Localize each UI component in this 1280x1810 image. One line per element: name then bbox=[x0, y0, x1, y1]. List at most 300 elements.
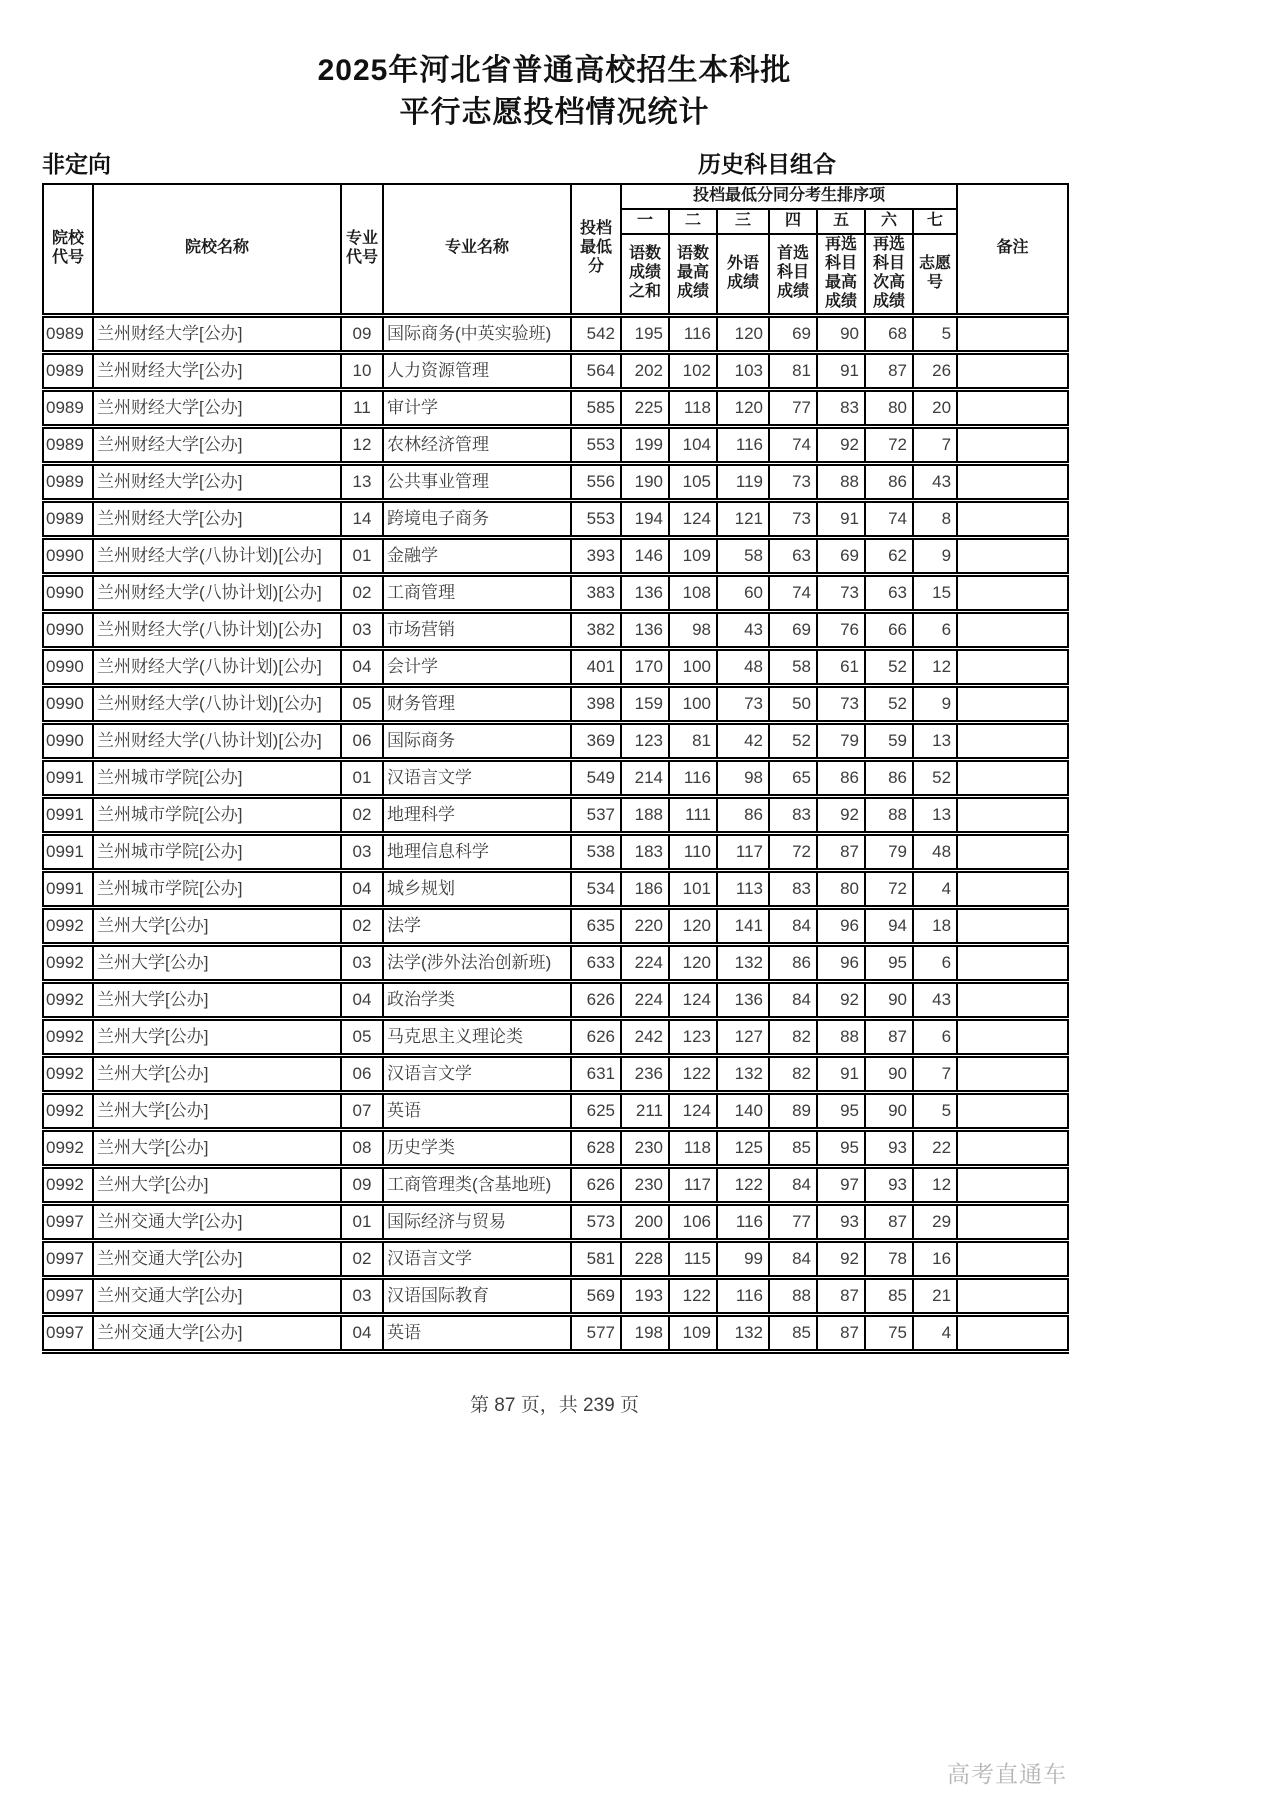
table-row bbox=[43, 722, 1068, 759]
college-code-cell: 0989 bbox=[43, 426, 93, 463]
tiebreak-2-cell: 106 bbox=[669, 1203, 717, 1240]
tiebreak-6-cell: 86 bbox=[865, 463, 913, 500]
tiebreak-1-cell: 214 bbox=[621, 759, 669, 796]
major-code-cell: 05 bbox=[341, 1018, 383, 1055]
table-row bbox=[43, 1018, 1068, 1055]
tiebreak-4-cell: 69 bbox=[769, 611, 817, 648]
min-score-cell: 382 bbox=[571, 611, 621, 648]
remark-cell bbox=[957, 1092, 1068, 1129]
college-name-cell: 兰州财经大学[公办] bbox=[93, 315, 341, 352]
college-code-cell: 0997 bbox=[43, 1277, 93, 1314]
tiebreak-6-cell: 52 bbox=[865, 685, 913, 722]
table-body bbox=[43, 315, 1068, 1351]
tiebreak-7-cell: 13 bbox=[913, 722, 957, 759]
major-code-cell: 09 bbox=[341, 1166, 383, 1203]
remark-cell bbox=[957, 574, 1068, 611]
tiebreak-3-cell: 136 bbox=[717, 981, 769, 1018]
tiebreak-4-cell: 50 bbox=[769, 685, 817, 722]
remark-cell bbox=[957, 1166, 1068, 1203]
major-name-cell: 会计学 bbox=[383, 648, 571, 685]
tiebreak-1-cell: 193 bbox=[621, 1277, 669, 1314]
tiebreak-4-cell: 74 bbox=[769, 426, 817, 463]
major-code-cell: 05 bbox=[341, 685, 383, 722]
tiebreak-7-cell: 43 bbox=[913, 981, 957, 1018]
college-code-cell: 0990 bbox=[43, 722, 93, 759]
college-name-cell: 兰州大学[公办] bbox=[93, 1166, 341, 1203]
college-name-cell: 兰州财经大学[公办] bbox=[93, 352, 341, 389]
major-code-cell: 13 bbox=[341, 463, 383, 500]
major-code-cell: 02 bbox=[341, 907, 383, 944]
remark-cell bbox=[957, 648, 1068, 685]
tiebreak-4-cell: 69 bbox=[769, 315, 817, 352]
tiebreak-5-cell: 88 bbox=[817, 463, 865, 500]
tiebreak-7-cell: 13 bbox=[913, 796, 957, 833]
tiebreak-2-cell: 105 bbox=[669, 463, 717, 500]
tiebreak-6-cell: 80 bbox=[865, 389, 913, 426]
tiebreak-1-cell: 188 bbox=[621, 796, 669, 833]
tiebreak-6-cell: 66 bbox=[865, 611, 913, 648]
tiebreak-4-cell: 89 bbox=[769, 1092, 817, 1129]
major-code-cell: 07 bbox=[341, 1092, 383, 1129]
table-row bbox=[43, 1203, 1068, 1240]
major-code-cell: 02 bbox=[341, 796, 383, 833]
tiebreak-1-cell: 186 bbox=[621, 870, 669, 907]
tiebreak-7-cell: 9 bbox=[913, 685, 957, 722]
college-name-cell: 兰州大学[公办] bbox=[93, 944, 341, 981]
header-tiebreak-label-1: 语数成绩之和 bbox=[621, 234, 669, 315]
tiebreak-2-cell: 120 bbox=[669, 907, 717, 944]
tiebreak-2-cell: 109 bbox=[669, 537, 717, 574]
tiebreak-1-cell: 236 bbox=[621, 1055, 669, 1092]
college-name-cell: 兰州大学[公办] bbox=[93, 1129, 341, 1166]
table-header bbox=[43, 184, 1068, 315]
tiebreak-3-cell: 98 bbox=[717, 759, 769, 796]
tiebreak-7-cell: 48 bbox=[913, 833, 957, 870]
tiebreak-4-cell: 63 bbox=[769, 537, 817, 574]
header-tiebreak-num-6: 六 bbox=[865, 209, 913, 234]
college-name-cell: 兰州财经大学(八协计划)[公办] bbox=[93, 648, 341, 685]
table-row bbox=[43, 833, 1068, 870]
major-name-cell: 国际商务(中英实验班) bbox=[383, 315, 571, 352]
min-score-cell: 553 bbox=[571, 426, 621, 463]
major-name-cell: 人力资源管理 bbox=[383, 352, 571, 389]
table-row bbox=[43, 685, 1068, 722]
tiebreak-1-cell: 159 bbox=[621, 685, 669, 722]
college-code-cell: 0989 bbox=[43, 352, 93, 389]
major-name-cell: 地理信息科学 bbox=[383, 833, 571, 870]
tiebreak-1-cell: 242 bbox=[621, 1018, 669, 1055]
remark-cell bbox=[957, 1277, 1068, 1314]
major-code-cell: 01 bbox=[341, 1203, 383, 1240]
table-row bbox=[43, 1314, 1068, 1351]
table-row bbox=[43, 1092, 1068, 1129]
tiebreak-3-cell: 116 bbox=[717, 1277, 769, 1314]
remark-cell bbox=[957, 796, 1068, 833]
tiebreak-1-cell: 198 bbox=[621, 1314, 669, 1351]
tiebreak-1-cell: 202 bbox=[621, 352, 669, 389]
header-tiebreak-group: 投档最低分同分考生排序项 bbox=[621, 184, 957, 209]
tiebreak-6-cell: 86 bbox=[865, 759, 913, 796]
major-name-cell: 国际经济与贸易 bbox=[383, 1203, 571, 1240]
tiebreak-1-cell: 220 bbox=[621, 907, 669, 944]
tiebreak-7-cell: 9 bbox=[913, 537, 957, 574]
min-score-cell: 581 bbox=[571, 1240, 621, 1277]
college-name-cell: 兰州财经大学(八协计划)[公办] bbox=[93, 685, 341, 722]
major-code-cell: 03 bbox=[341, 833, 383, 870]
min-score-cell: 556 bbox=[571, 463, 621, 500]
tiebreak-5-cell: 92 bbox=[817, 1240, 865, 1277]
major-name-cell: 汉语言文学 bbox=[383, 759, 571, 796]
college-name-cell: 兰州城市学院[公办] bbox=[93, 759, 341, 796]
college-name-cell: 兰州财经大学[公办] bbox=[93, 426, 341, 463]
min-score-cell: 577 bbox=[571, 1314, 621, 1351]
college-name-cell: 兰州财经大学(八协计划)[公办] bbox=[93, 537, 341, 574]
remark-cell bbox=[957, 944, 1068, 981]
college-code-cell: 0990 bbox=[43, 648, 93, 685]
tiebreak-7-cell: 8 bbox=[913, 500, 957, 537]
tiebreak-6-cell: 62 bbox=[865, 537, 913, 574]
major-code-cell: 04 bbox=[341, 870, 383, 907]
major-name-cell: 跨境电子商务 bbox=[383, 500, 571, 537]
college-code-cell: 0990 bbox=[43, 537, 93, 574]
table-row bbox=[43, 500, 1068, 537]
table-row bbox=[43, 870, 1068, 907]
remark-cell bbox=[957, 907, 1068, 944]
table-row bbox=[43, 1129, 1068, 1166]
major-code-cell: 01 bbox=[341, 759, 383, 796]
tiebreak-2-cell: 123 bbox=[669, 1018, 717, 1055]
tiebreak-4-cell: 73 bbox=[769, 500, 817, 537]
tiebreak-6-cell: 93 bbox=[865, 1166, 913, 1203]
min-score-cell: 538 bbox=[571, 833, 621, 870]
tiebreak-4-cell: 83 bbox=[769, 796, 817, 833]
min-score-cell: 369 bbox=[571, 722, 621, 759]
tiebreak-4-cell: 52 bbox=[769, 722, 817, 759]
major-code-cell: 02 bbox=[341, 1240, 383, 1277]
tiebreak-2-cell: 122 bbox=[669, 1277, 717, 1314]
table-row bbox=[43, 315, 1068, 352]
table-row bbox=[43, 1240, 1068, 1277]
min-score-cell: 537 bbox=[571, 796, 621, 833]
tiebreak-4-cell: 82 bbox=[769, 1055, 817, 1092]
remark-cell bbox=[957, 685, 1068, 722]
college-name-cell: 兰州财经大学(八协计划)[公办] bbox=[93, 611, 341, 648]
header-tiebreak-num-4: 四 bbox=[769, 209, 817, 234]
major-code-cell: 06 bbox=[341, 722, 383, 759]
tiebreak-7-cell: 26 bbox=[913, 352, 957, 389]
watermark: 高考直通车 bbox=[947, 1761, 1067, 1787]
admission-table bbox=[42, 183, 1069, 1354]
tiebreak-3-cell: 140 bbox=[717, 1092, 769, 1129]
tiebreak-5-cell: 97 bbox=[817, 1166, 865, 1203]
tiebreak-5-cell: 80 bbox=[817, 870, 865, 907]
min-score-cell: 564 bbox=[571, 352, 621, 389]
major-name-cell: 农林经济管理 bbox=[383, 426, 571, 463]
tiebreak-3-cell: 58 bbox=[717, 537, 769, 574]
tiebreak-7-cell: 22 bbox=[913, 1129, 957, 1166]
tiebreak-4-cell: 88 bbox=[769, 1277, 817, 1314]
tiebreak-2-cell: 118 bbox=[669, 1129, 717, 1166]
table-row bbox=[43, 574, 1068, 611]
subject-group-label: 历史科目组合 bbox=[698, 151, 836, 177]
tiebreak-3-cell: 119 bbox=[717, 463, 769, 500]
tiebreak-2-cell: 111 bbox=[669, 796, 717, 833]
table-row bbox=[43, 1166, 1068, 1203]
tiebreak-1-cell: 194 bbox=[621, 500, 669, 537]
tiebreak-2-cell: 104 bbox=[669, 426, 717, 463]
college-name-cell: 兰州大学[公办] bbox=[93, 981, 341, 1018]
college-code-cell: 0992 bbox=[43, 1092, 93, 1129]
tiebreak-2-cell: 110 bbox=[669, 833, 717, 870]
tiebreak-7-cell: 7 bbox=[913, 1055, 957, 1092]
header-tiebreak-label-4: 首选科目成绩 bbox=[769, 234, 817, 315]
header-college-name: 院校名称 bbox=[93, 184, 341, 315]
tiebreak-5-cell: 86 bbox=[817, 759, 865, 796]
table-row bbox=[43, 796, 1068, 833]
tiebreak-1-cell: 225 bbox=[621, 389, 669, 426]
tiebreak-4-cell: 84 bbox=[769, 907, 817, 944]
major-code-cell: 04 bbox=[341, 981, 383, 1018]
tiebreak-1-cell: 224 bbox=[621, 981, 669, 1018]
college-name-cell: 兰州财经大学[公办] bbox=[93, 389, 341, 426]
tiebreak-6-cell: 93 bbox=[865, 1129, 913, 1166]
tiebreak-7-cell: 12 bbox=[913, 648, 957, 685]
tiebreak-2-cell: 98 bbox=[669, 611, 717, 648]
major-code-cell: 01 bbox=[341, 537, 383, 574]
tiebreak-1-cell: 211 bbox=[621, 1092, 669, 1129]
tiebreak-3-cell: 125 bbox=[717, 1129, 769, 1166]
college-code-cell: 0991 bbox=[43, 796, 93, 833]
tiebreak-5-cell: 83 bbox=[817, 389, 865, 426]
table-row bbox=[43, 426, 1068, 463]
college-code-cell: 0990 bbox=[43, 685, 93, 722]
tiebreak-5-cell: 90 bbox=[817, 315, 865, 352]
tiebreak-7-cell: 52 bbox=[913, 759, 957, 796]
tiebreak-4-cell: 84 bbox=[769, 981, 817, 1018]
college-code-cell: 0989 bbox=[43, 500, 93, 537]
header-tiebreak-label-2: 语数最高成绩 bbox=[669, 234, 717, 315]
header-tiebreak-label-7: 志愿号 bbox=[913, 234, 957, 315]
tiebreak-7-cell: 6 bbox=[913, 1018, 957, 1055]
tiebreak-3-cell: 86 bbox=[717, 796, 769, 833]
tiebreak-6-cell: 75 bbox=[865, 1314, 913, 1351]
college-code-cell: 0989 bbox=[43, 463, 93, 500]
major-code-cell: 02 bbox=[341, 574, 383, 611]
tiebreak-3-cell: 122 bbox=[717, 1166, 769, 1203]
tiebreak-6-cell: 85 bbox=[865, 1277, 913, 1314]
remark-cell bbox=[957, 315, 1068, 352]
major-code-cell: 12 bbox=[341, 426, 383, 463]
college-name-cell: 兰州交通大学[公办] bbox=[93, 1314, 341, 1351]
tiebreak-2-cell: 124 bbox=[669, 500, 717, 537]
major-name-cell: 公共事业管理 bbox=[383, 463, 571, 500]
tiebreak-2-cell: 118 bbox=[669, 389, 717, 426]
tiebreak-5-cell: 96 bbox=[817, 944, 865, 981]
tiebreak-6-cell: 94 bbox=[865, 907, 913, 944]
min-score-cell: 549 bbox=[571, 759, 621, 796]
tiebreak-3-cell: 60 bbox=[717, 574, 769, 611]
plan-type-label: 非定向 bbox=[42, 151, 111, 177]
min-score-cell: 626 bbox=[571, 1018, 621, 1055]
tiebreak-6-cell: 52 bbox=[865, 648, 913, 685]
tiebreak-1-cell: 230 bbox=[621, 1129, 669, 1166]
tiebreak-5-cell: 95 bbox=[817, 1129, 865, 1166]
college-name-cell: 兰州大学[公办] bbox=[93, 1018, 341, 1055]
min-score-cell: 401 bbox=[571, 648, 621, 685]
document-page bbox=[42, 0, 1067, 1810]
tiebreak-4-cell: 81 bbox=[769, 352, 817, 389]
major-code-cell: 11 bbox=[341, 389, 383, 426]
remark-cell bbox=[957, 500, 1068, 537]
remark-cell bbox=[957, 426, 1068, 463]
remark-cell bbox=[957, 722, 1068, 759]
tiebreak-2-cell: 81 bbox=[669, 722, 717, 759]
tiebreak-2-cell: 124 bbox=[669, 981, 717, 1018]
major-name-cell: 马克思主义理论类 bbox=[383, 1018, 571, 1055]
tiebreak-3-cell: 120 bbox=[717, 315, 769, 352]
tiebreak-6-cell: 90 bbox=[865, 981, 913, 1018]
tiebreak-5-cell: 91 bbox=[817, 500, 865, 537]
tiebreak-1-cell: 146 bbox=[621, 537, 669, 574]
min-score-cell: 626 bbox=[571, 981, 621, 1018]
tiebreak-3-cell: 132 bbox=[717, 944, 769, 981]
min-score-cell: 633 bbox=[571, 944, 621, 981]
tiebreak-6-cell: 79 bbox=[865, 833, 913, 870]
major-code-cell: 09 bbox=[341, 315, 383, 352]
table-row bbox=[43, 537, 1068, 574]
tiebreak-3-cell: 132 bbox=[717, 1055, 769, 1092]
tiebreak-6-cell: 87 bbox=[865, 1203, 913, 1240]
college-code-cell: 0992 bbox=[43, 1018, 93, 1055]
header-min-score: 投档最低分 bbox=[571, 184, 621, 315]
major-code-cell: 03 bbox=[341, 1277, 383, 1314]
college-code-cell: 0991 bbox=[43, 759, 93, 796]
tiebreak-4-cell: 85 bbox=[769, 1314, 817, 1351]
tiebreak-3-cell: 99 bbox=[717, 1240, 769, 1277]
college-name-cell: 兰州交通大学[公办] bbox=[93, 1240, 341, 1277]
title-block bbox=[42, 50, 1067, 134]
table-row bbox=[43, 907, 1068, 944]
table-row bbox=[43, 389, 1068, 426]
major-name-cell: 法学(涉外法治创新班) bbox=[383, 944, 571, 981]
tiebreak-6-cell: 74 bbox=[865, 500, 913, 537]
college-code-cell: 0997 bbox=[43, 1314, 93, 1351]
table-row bbox=[43, 759, 1068, 796]
min-score-cell: 625 bbox=[571, 1092, 621, 1129]
tiebreak-7-cell: 6 bbox=[913, 611, 957, 648]
min-score-cell: 393 bbox=[571, 537, 621, 574]
tiebreak-4-cell: 83 bbox=[769, 870, 817, 907]
remark-cell bbox=[957, 981, 1068, 1018]
min-score-cell: 534 bbox=[571, 870, 621, 907]
tiebreak-7-cell: 4 bbox=[913, 870, 957, 907]
tiebreak-1-cell: 230 bbox=[621, 1166, 669, 1203]
tiebreak-1-cell: 195 bbox=[621, 315, 669, 352]
tiebreak-2-cell: 124 bbox=[669, 1092, 717, 1129]
college-name-cell: 兰州交通大学[公办] bbox=[93, 1277, 341, 1314]
college-code-cell: 0991 bbox=[43, 870, 93, 907]
min-score-cell: 383 bbox=[571, 574, 621, 611]
tiebreak-5-cell: 91 bbox=[817, 1055, 865, 1092]
tiebreak-4-cell: 58 bbox=[769, 648, 817, 685]
tiebreak-4-cell: 85 bbox=[769, 1129, 817, 1166]
college-name-cell: 兰州财经大学(八协计划)[公办] bbox=[93, 722, 341, 759]
tiebreak-3-cell: 117 bbox=[717, 833, 769, 870]
tiebreak-3-cell: 113 bbox=[717, 870, 769, 907]
tiebreak-7-cell: 12 bbox=[913, 1166, 957, 1203]
table-row bbox=[43, 1277, 1068, 1314]
min-score-cell: 635 bbox=[571, 907, 621, 944]
tiebreak-2-cell: 108 bbox=[669, 574, 717, 611]
header-tiebreak-label-5: 再选科目最高成绩 bbox=[817, 234, 865, 315]
header-tiebreak-num-1: 一 bbox=[621, 209, 669, 234]
college-name-cell: 兰州大学[公办] bbox=[93, 1055, 341, 1092]
min-score-cell: 398 bbox=[571, 685, 621, 722]
tiebreak-4-cell: 86 bbox=[769, 944, 817, 981]
tiebreak-6-cell: 68 bbox=[865, 315, 913, 352]
major-name-cell: 汉语国际教育 bbox=[383, 1277, 571, 1314]
major-name-cell: 市场营销 bbox=[383, 611, 571, 648]
table-row bbox=[43, 1055, 1068, 1092]
min-score-cell: 631 bbox=[571, 1055, 621, 1092]
tiebreak-7-cell: 21 bbox=[913, 1277, 957, 1314]
tiebreak-7-cell: 7 bbox=[913, 426, 957, 463]
tiebreak-4-cell: 84 bbox=[769, 1166, 817, 1203]
tiebreak-6-cell: 88 bbox=[865, 796, 913, 833]
major-name-cell: 财务管理 bbox=[383, 685, 571, 722]
remark-cell bbox=[957, 870, 1068, 907]
tiebreak-4-cell: 72 bbox=[769, 833, 817, 870]
tiebreak-5-cell: 87 bbox=[817, 1277, 865, 1314]
tiebreak-4-cell: 74 bbox=[769, 574, 817, 611]
college-name-cell: 兰州城市学院[公办] bbox=[93, 870, 341, 907]
remark-cell bbox=[957, 1240, 1068, 1277]
remark-cell bbox=[957, 833, 1068, 870]
tiebreak-3-cell: 73 bbox=[717, 685, 769, 722]
tiebreak-1-cell: 224 bbox=[621, 944, 669, 981]
header-major-name: 专业名称 bbox=[383, 184, 571, 315]
tiebreak-1-cell: 228 bbox=[621, 1240, 669, 1277]
college-name-cell: 兰州财经大学[公办] bbox=[93, 500, 341, 537]
major-name-cell: 英语 bbox=[383, 1092, 571, 1129]
major-code-cell: 14 bbox=[341, 500, 383, 537]
tiebreak-3-cell: 48 bbox=[717, 648, 769, 685]
tiebreak-6-cell: 87 bbox=[865, 1018, 913, 1055]
table-row bbox=[43, 352, 1068, 389]
tiebreak-1-cell: 190 bbox=[621, 463, 669, 500]
major-code-cell: 10 bbox=[341, 352, 383, 389]
college-code-cell: 0992 bbox=[43, 944, 93, 981]
remark-cell bbox=[957, 352, 1068, 389]
tiebreak-2-cell: 120 bbox=[669, 944, 717, 981]
major-code-cell: 03 bbox=[341, 611, 383, 648]
tiebreak-5-cell: 96 bbox=[817, 907, 865, 944]
college-name-cell: 兰州财经大学(八协计划)[公办] bbox=[93, 574, 341, 611]
major-name-cell: 法学 bbox=[383, 907, 571, 944]
tiebreak-5-cell: 73 bbox=[817, 574, 865, 611]
college-code-cell: 0990 bbox=[43, 611, 93, 648]
college-name-cell: 兰州城市学院[公办] bbox=[93, 833, 341, 870]
college-code-cell: 0997 bbox=[43, 1203, 93, 1240]
header-major-code: 专业代号 bbox=[341, 184, 383, 315]
college-name-cell: 兰州交通大学[公办] bbox=[93, 1203, 341, 1240]
table-row bbox=[43, 981, 1068, 1018]
tiebreak-2-cell: 101 bbox=[669, 870, 717, 907]
major-code-cell: 04 bbox=[341, 1314, 383, 1351]
tiebreak-1-cell: 136 bbox=[621, 574, 669, 611]
major-name-cell: 金融学 bbox=[383, 537, 571, 574]
page-title-line1: 2025年河北省普通高校招生本科批 bbox=[317, 54, 792, 87]
